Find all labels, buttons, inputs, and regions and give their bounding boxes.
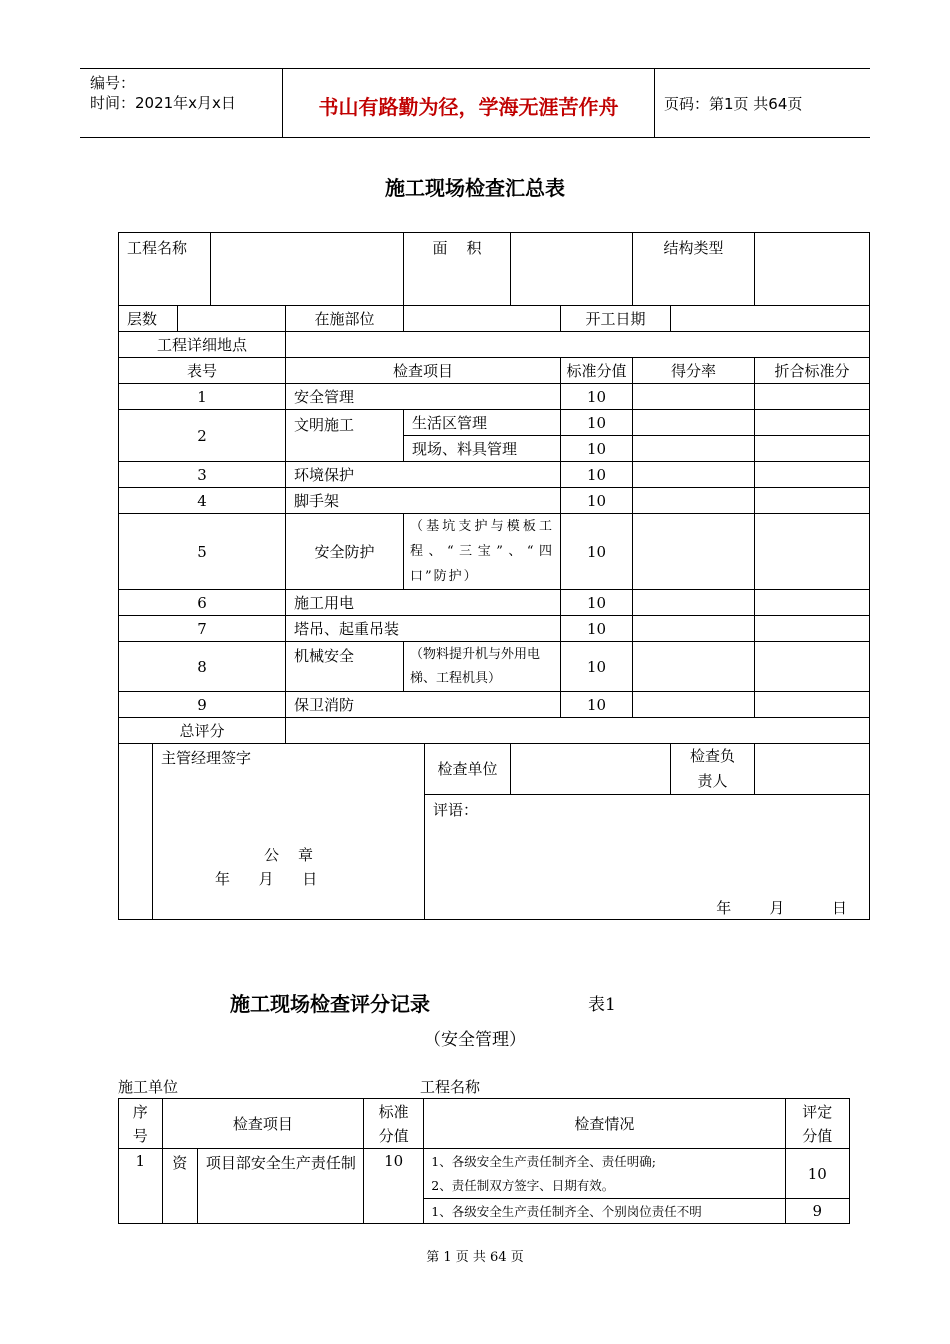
row-no: 7 bbox=[119, 616, 286, 642]
row-note: （物料提升机与外用电梯、工程机具） bbox=[404, 642, 561, 692]
record-subtitle: （安全管理） bbox=[424, 1030, 526, 1050]
row-score: 10 bbox=[561, 616, 633, 642]
row-score: 10 bbox=[561, 488, 633, 514]
col-rated: 评定分值 bbox=[785, 1099, 849, 1149]
row-rate bbox=[633, 692, 755, 718]
field-project-name bbox=[211, 233, 404, 306]
row-no: 6 bbox=[119, 590, 286, 616]
field-check-unit bbox=[511, 744, 671, 795]
row-converted bbox=[755, 462, 870, 488]
label-start-date: 开工日期 bbox=[561, 306, 671, 332]
summary-title: 施工现场检查汇总表 bbox=[385, 176, 565, 200]
row-score: 10 bbox=[561, 692, 633, 718]
row-converted bbox=[755, 436, 870, 462]
comment-cell bbox=[425, 795, 870, 920]
row-item: 塔吊、起重吊装 bbox=[286, 616, 561, 642]
row-converted bbox=[755, 642, 870, 692]
row-status: 1、各级安全生产责任制齐全、个别岗位责任不明 bbox=[424, 1199, 785, 1224]
label-date-left: 年 月 日 bbox=[215, 870, 318, 888]
label-address: 工程详细地点 bbox=[119, 332, 286, 358]
row-score: 10 bbox=[561, 410, 633, 436]
row-rate bbox=[633, 616, 755, 642]
col-status: 检查情况 bbox=[424, 1099, 785, 1149]
col-rate: 得分率 bbox=[633, 358, 755, 384]
sign-margin bbox=[119, 744, 153, 920]
row-score: 10 bbox=[561, 590, 633, 616]
header-page-info: 页码：第1页 共64页 bbox=[664, 95, 803, 113]
row-converted bbox=[755, 616, 870, 642]
row-no: 8 bbox=[119, 642, 286, 692]
row-rate bbox=[633, 436, 755, 462]
col-table-no: 表号 bbox=[119, 358, 286, 384]
row-no: 1 bbox=[119, 384, 286, 410]
row-score: 10 bbox=[561, 436, 633, 462]
row-converted bbox=[755, 514, 870, 590]
field-address bbox=[286, 332, 870, 358]
label-construction-part: 在施部位 bbox=[286, 306, 404, 332]
summary-table bbox=[118, 232, 870, 920]
row-no: 2 bbox=[119, 410, 286, 462]
record-title: 施工现场检查评分记录 bbox=[230, 992, 430, 1016]
manager-sign-cell bbox=[153, 744, 425, 920]
row-converted bbox=[755, 488, 870, 514]
row-score: 10 bbox=[561, 642, 633, 692]
row-converted bbox=[755, 692, 870, 718]
row-std: 10 bbox=[364, 1149, 424, 1224]
col-converted: 折合标准分 bbox=[755, 358, 870, 384]
col-seq: 序号 bbox=[119, 1099, 163, 1149]
row-no: 5 bbox=[119, 514, 286, 590]
row-rate bbox=[633, 590, 755, 616]
row-rate bbox=[633, 410, 755, 436]
row-rate bbox=[633, 462, 755, 488]
header-divider bbox=[654, 69, 655, 137]
row-item: 项目部安全生产责任制 bbox=[197, 1149, 363, 1224]
label-check-head: 检查负责人 bbox=[671, 744, 755, 795]
label-floors: 层数 bbox=[119, 306, 178, 332]
row-status bbox=[424, 1149, 785, 1199]
field-structure-type bbox=[755, 233, 870, 306]
col-std: 标准分值 bbox=[364, 1099, 424, 1149]
page-header bbox=[80, 68, 870, 138]
field-start-date bbox=[671, 306, 870, 332]
row-subitem: 现场、料具管理 bbox=[404, 436, 561, 462]
record-table bbox=[118, 1098, 850, 1224]
row-rate bbox=[633, 514, 755, 590]
row-rate bbox=[633, 642, 755, 692]
label-project-name-2: 工程名称 bbox=[420, 1078, 481, 1096]
page-footer: 第 1 页 共 64 页 bbox=[426, 1250, 524, 1265]
row-note: （基坑支护与模板工程、“三宝”、“四口”防护） bbox=[404, 514, 561, 590]
row-category: 资 bbox=[162, 1149, 197, 1224]
field-construction-part bbox=[404, 306, 561, 332]
row-item: 安全防护 bbox=[286, 514, 404, 590]
row-rated: 10 bbox=[785, 1149, 849, 1199]
col-std-score: 标准分值 bbox=[561, 358, 633, 384]
status-line: 2、责任制双方签字、日期有效。 bbox=[431, 1177, 615, 1193]
row-score: 10 bbox=[561, 384, 633, 410]
row-no: 9 bbox=[119, 692, 286, 718]
row-converted bbox=[755, 410, 870, 436]
row-no: 4 bbox=[119, 488, 286, 514]
col-item: 检查项目 bbox=[286, 358, 561, 384]
row-score: 10 bbox=[561, 462, 633, 488]
status-line: 1、各级安全生产责任制齐全、责任明确; bbox=[431, 1153, 656, 1169]
row-score: 10 bbox=[561, 514, 633, 590]
row-subitem: 生活区管理 bbox=[404, 410, 561, 436]
label-project-name: 工程名称 bbox=[119, 233, 211, 306]
row-no: 3 bbox=[119, 462, 286, 488]
label-structure-type: 结构类型 bbox=[633, 233, 755, 306]
header-motto: 书山有路勤为径，学海无涯苦作舟 bbox=[318, 95, 619, 119]
label-date-right: 年 月 日 bbox=[716, 899, 848, 917]
row-rated: 9 bbox=[785, 1199, 849, 1224]
header-meta bbox=[90, 73, 236, 113]
label-construction-unit: 施工单位 bbox=[118, 1078, 179, 1096]
row-item: 文明施工 bbox=[286, 410, 404, 462]
label-comment: 评语： bbox=[433, 801, 479, 819]
row-item: 脚手架 bbox=[286, 488, 561, 514]
label-area: 面 积 bbox=[404, 233, 511, 306]
row-item: 机械安全 bbox=[286, 642, 404, 692]
row-item: 保卫消防 bbox=[286, 692, 561, 718]
field-total bbox=[286, 718, 870, 744]
row-rate bbox=[633, 384, 755, 410]
label-manager-sign: 主管经理签字 bbox=[161, 749, 252, 767]
row-item: 安全管理 bbox=[286, 384, 561, 410]
row-seq: 1 bbox=[119, 1149, 163, 1224]
time-label: 时间：2021年x月x日 bbox=[90, 94, 236, 112]
row-converted bbox=[755, 590, 870, 616]
label-seal: 公 章 bbox=[263, 846, 314, 864]
serial-label: 编号： bbox=[90, 74, 136, 92]
col-check-item: 检查项目 bbox=[162, 1099, 363, 1149]
field-floors bbox=[178, 306, 286, 332]
row-converted bbox=[755, 384, 870, 410]
field-area bbox=[511, 233, 633, 306]
field-check-head bbox=[755, 744, 870, 795]
row-item: 环境保护 bbox=[286, 462, 561, 488]
label-check-unit: 检查单位 bbox=[425, 744, 511, 795]
label-total: 总评分 bbox=[119, 718, 286, 744]
record-table-label: 表1 bbox=[588, 995, 616, 1015]
row-rate bbox=[633, 488, 755, 514]
row-item: 施工用电 bbox=[286, 590, 561, 616]
